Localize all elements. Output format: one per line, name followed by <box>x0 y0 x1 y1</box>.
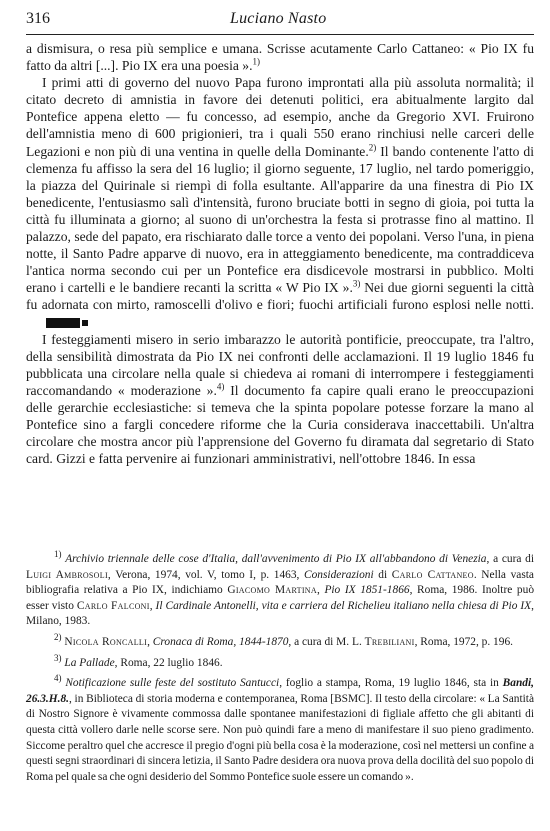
author-name: Luigi Ambrosoli <box>26 568 108 581</box>
author-name: Carlo Falconi <box>76 599 150 612</box>
paragraph-2 <box>26 74 534 330</box>
main-text <box>26 40 534 467</box>
footnote-text: , Milano, 1983. <box>26 599 534 628</box>
book-title: Notificazione sulle feste del sostituto Santucci <box>65 677 280 690</box>
footnote-text: , <box>147 635 153 648</box>
paragraph-text: Il documento fa capire quali erano le preoccupazioni delle gerarchie ecclesiastiche: si temeva che la spinta popolare potesse forzare la mano al Pontefice sino a fargli concedere riforme che la Curia considerava inaccettabili. Un'altra circolare che mostra ancor più l'apprensione del Governo fu diramata dal segretario di Stato card. Gizzi e fatta pervenire ai funzionari amministrativi, nell'ottobre 1846. In essa <box>26 382 534 467</box>
ink-blot <box>82 320 88 326</box>
page-number: 316 <box>26 10 50 27</box>
footnote-number: 3) <box>54 652 62 663</box>
footnote-text: di <box>373 568 392 581</box>
footnote-ref[interactable]: 1) <box>252 56 260 67</box>
footnote-1 <box>26 549 535 630</box>
book-title: Il Cardinale Antonelli, vita e carriera del Richelieu italiano nella chiesa di Pio IX <box>155 599 532 612</box>
footnote-ref[interactable]: 3) <box>352 278 361 289</box>
author-name: Giacomo Martina <box>227 584 317 597</box>
footnote-text: , in Biblioteca di storia moderna e contemporanea, Roma [BSMC]. Il testo della circolare: « La Santità di Nostro Signore è vivamente commossa dalle spontanee manifestazioni di figliale affetto che gli abitanti di questa città vollero darle nelle scorse sere. Non può quindi fare a meno di manifestare il suo pieno gradimento. Siccome peraltro quel che accresce il pregio d'ogni più bella cosa è la moderazione, così nel mettersi un confine a questi segni straordinari di sincera letizia, il Santo Padre desidera ora nuova prova della docilità del suo popolo di Roma pel quale sa che ogni desiderio del Sommo Pontefice suole essere un comando ». <box>26 692 534 783</box>
running-head: Luciano Nasto <box>230 10 327 27</box>
book-title: Pio IX 1851-1866 <box>324 584 410 597</box>
paragraph-text: Il bando contenente l'atto di clemenza fu affisso la sera del 16 luglio; il giorno seguente, 17 luglio, nel tardo pomeriggio, la piazza del Quirinale si riempì di folla esultante. All'apparire da una finestra di Pio IX benedicente, l'entusiasmo salì d'intensità, furono bruciate botti in segno di gioia, poi tutta la città fu illuminata a giorno; al suono di un'orchestra la festa si protrasse fino al mattino. Il palazzo, sede del papato, era rischiarato dalle torce a vento dei popolani. Verso l'una, in piena notte, il Santo Padre apparve di nuovo, era in atteggiamento benedicente, ma contraddiceva l'antica norma secondo cui per un Pontefice era disdicevole mostrarsi in pubblico. Molti erano i cartelli e le bandiere recanti la scritta « W Pio IX ». <box>26 143 534 296</box>
paragraph-1 <box>26 40 534 74</box>
book-title: La Pallade <box>64 656 115 669</box>
paragraph-text: Nei due giorni seguenti la città fu adornata con mirto, ramoscelli d'olivo e fiori; fuochi artificiali furono esplosi nelle notti. <box>26 280 534 313</box>
paragraph-text: I festeggiamenti misero in serio imbarazzo le autorità pontificie, preoccupate, tra l'altro, della sensibilità dimostrata da Pio IX nei confronti delle acclamazioni. Il 19 luglio 1846 fu pubblicata una circolare nella quale si chiedeva ai romani di interrompere i festeggiamenti raccomandando « moderazione ». <box>26 331 534 398</box>
paragraph-3 <box>26 331 534 468</box>
author-name: Nicola Roncalli <box>64 635 148 648</box>
book-title: Archivio triennale delle cose d'Italia, dall'avvenimento di Pio IX all'abbandono di Venezia <box>65 553 487 565</box>
footnote-2 <box>26 632 534 651</box>
footnote-text: , Roma, 1986. Inoltre può esser visto <box>26 584 535 612</box>
footnote-text: . Nella vasta bibliografia relativa a Pio IX, indichiamo <box>26 568 534 597</box>
archive-signature: Bandi, 26.3.H.8. <box>26 677 534 705</box>
footnote-text: , <box>316 584 325 597</box>
page-header <box>26 6 534 35</box>
book-page <box>26 0 534 831</box>
ink-blot <box>46 318 80 328</box>
footnote-text: , foglio a stampa, Roma, 19 luglio 1846, sta in <box>279 677 503 690</box>
footnote-text: , a cura di M. L. <box>288 635 365 648</box>
footnotes <box>26 549 535 790</box>
footnote-text: , Roma, 1972, p. 196. <box>414 635 513 648</box>
footnote-ref[interactable]: 4) <box>216 381 225 392</box>
footnote-3 <box>26 652 534 672</box>
footnote-text: , <box>149 599 156 612</box>
book-title: Cronaca di Roma, 1844-1870 <box>152 635 289 648</box>
footnote-text: , Verona, 1974, vol. V, tomo I, p. 1463, <box>107 568 305 581</box>
author-name: Carlo Cattaneo <box>391 568 474 581</box>
footnote-ref[interactable]: 2) <box>368 142 377 153</box>
author-name: Trebiliani <box>364 635 415 648</box>
footnote-number: 4) <box>54 673 62 684</box>
footnote-4 <box>26 673 534 785</box>
footnote-number: 2) <box>54 632 62 643</box>
paragraph-text: a dismisura, o resa più semplice e umana. Scrisse acutamente Carlo Cattaneo: « Pio IX fu fatto da altri [...]. Pio IX era una poesia ». <box>26 41 534 74</box>
footnote-text: , a cura di <box>486 553 535 565</box>
footnote-number: 1) <box>54 549 62 560</box>
footnote-text: , Roma, 22 luglio 1846. <box>114 656 223 669</box>
book-title: Considerazioni <box>304 568 374 581</box>
paragraph-text: I primi atti di governo del nuovo Papa furono improntati alla più assoluta normalità; il citato decreto di amnistia in favore dei detenuti politici, era abitualmente largito dal Pontefice appena eletto — fu concesso, ad esempio, anche da Gregorio XVI. Fruirono dell'amnistia meno di 600 prigionieri, tra i quali 550 erano rinchiusi nelle carceri delle Legazioni e non più di una ventina in quelle della Dominante. <box>26 75 534 159</box>
